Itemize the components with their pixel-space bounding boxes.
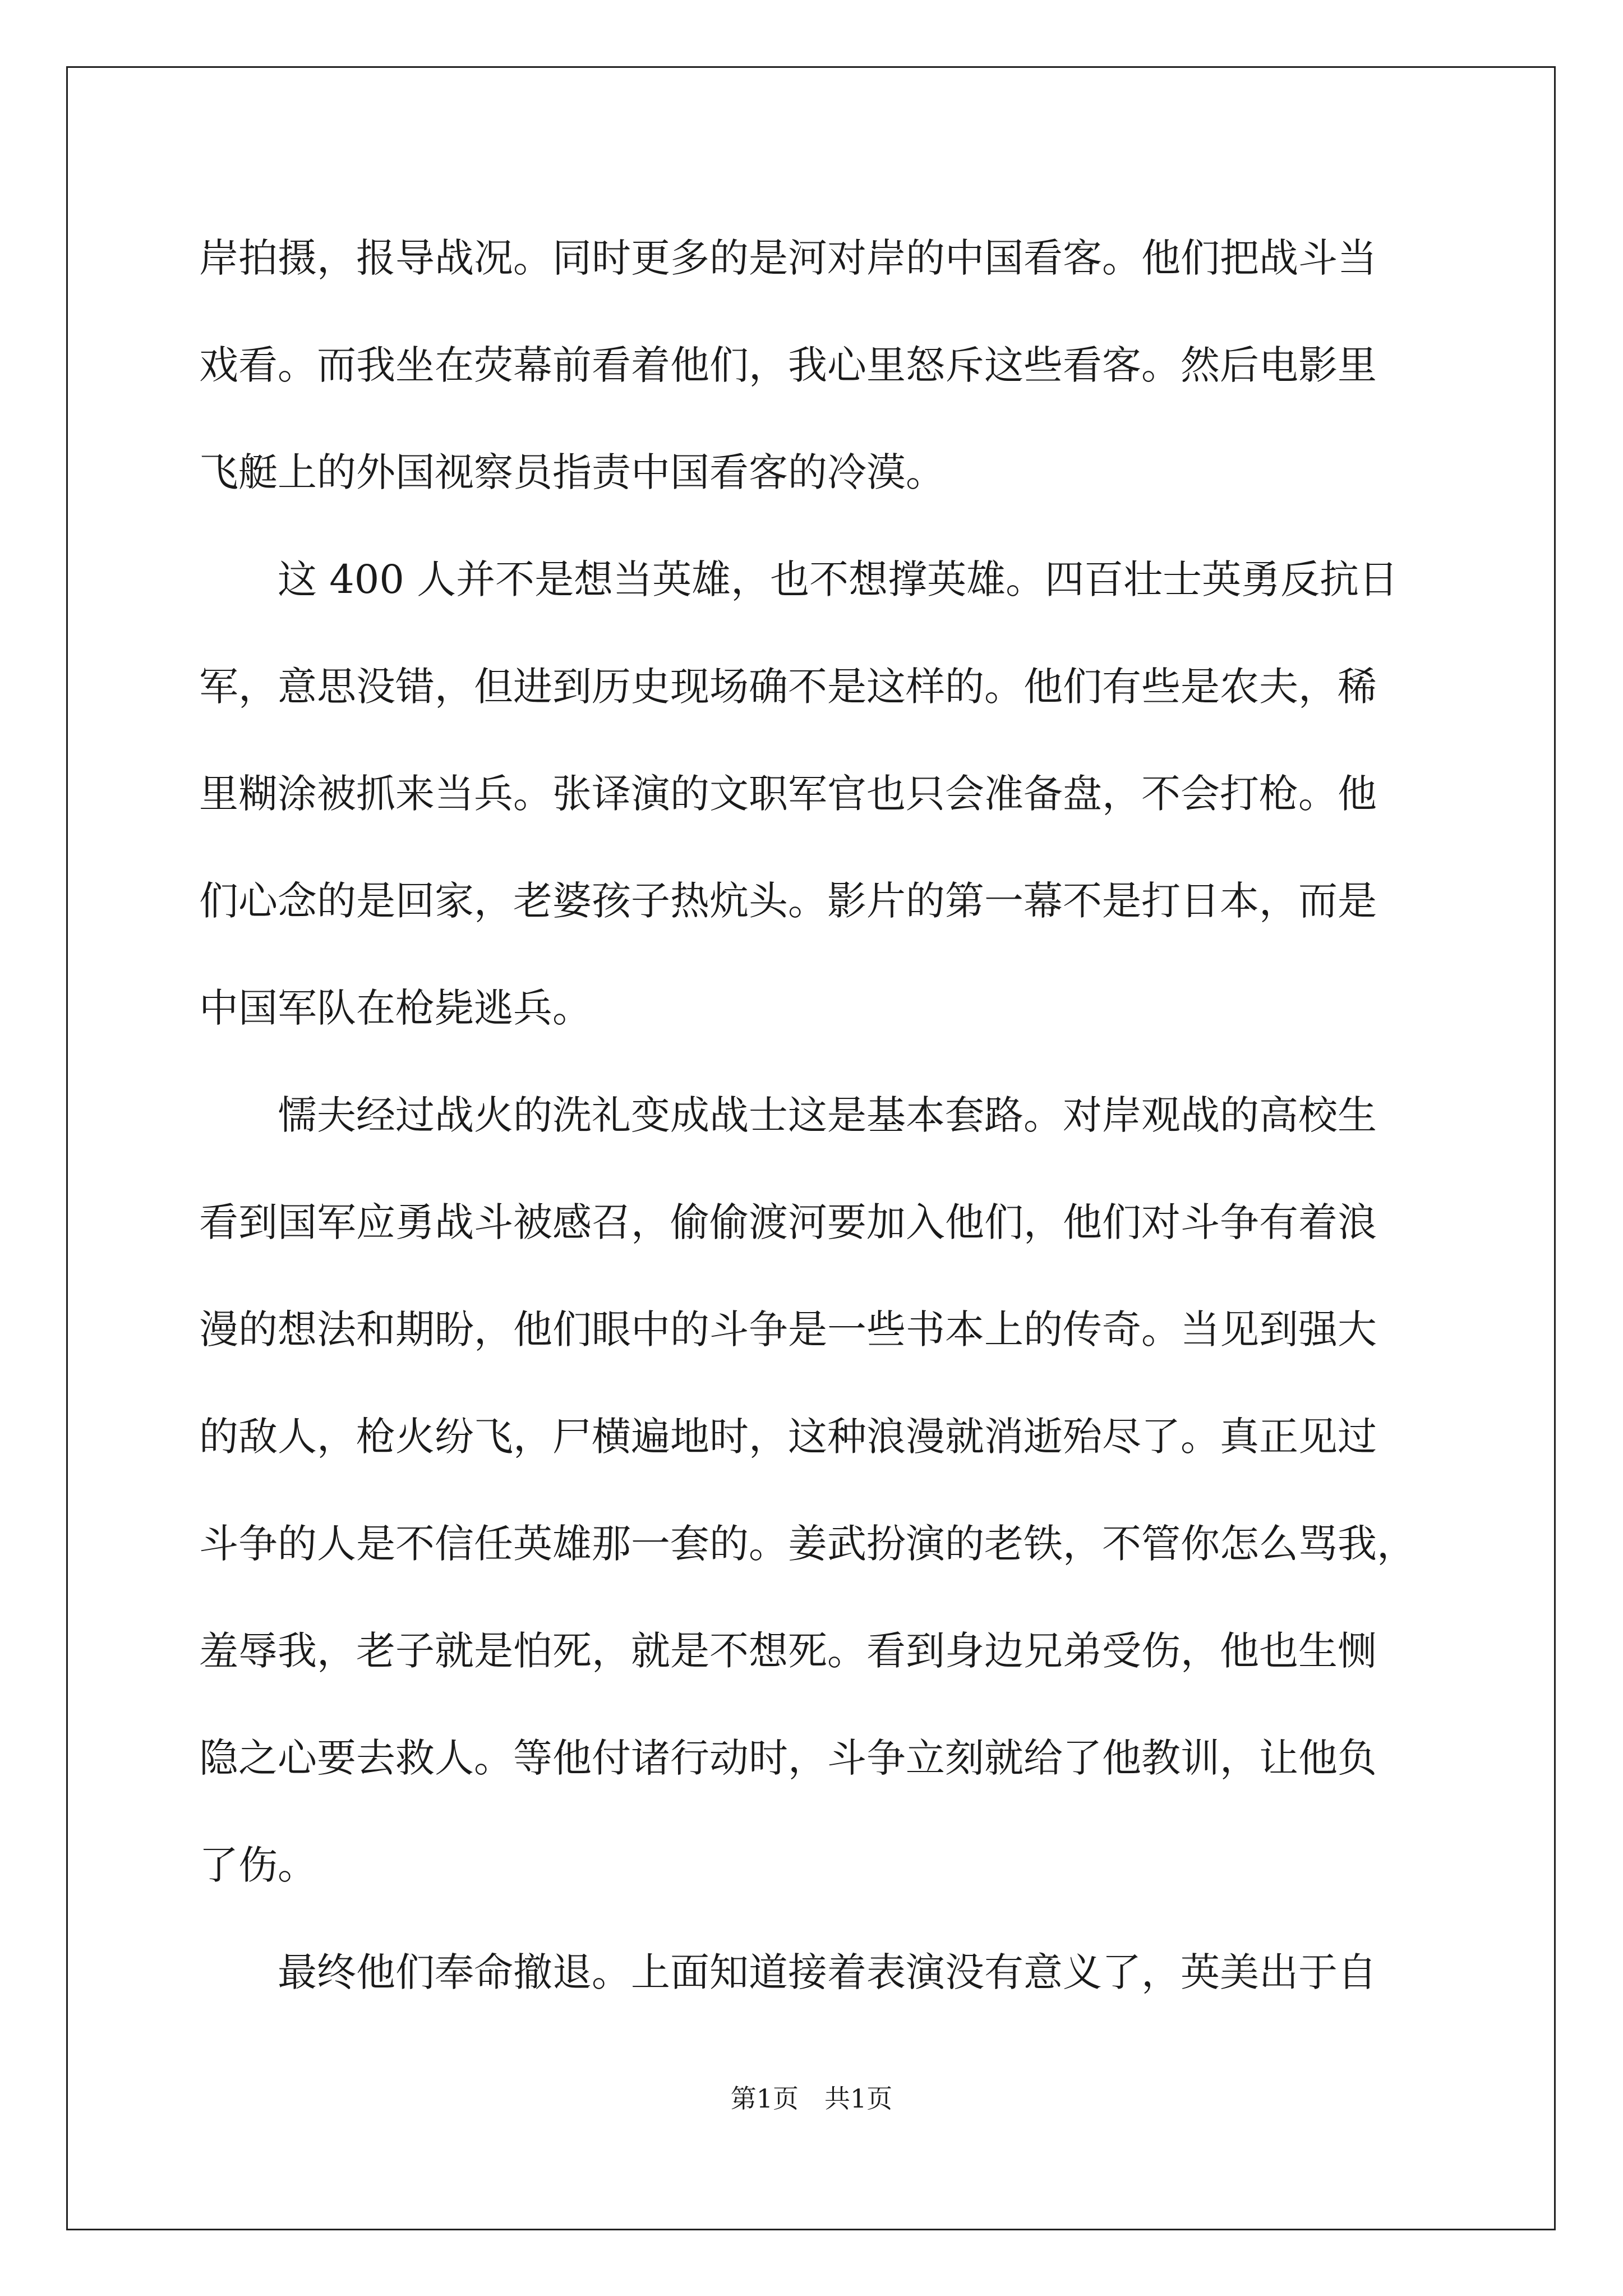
text-line: 隐之心要去救人。等他付诸行动时，斗争立刻就给了他教训，让他负 [199,1735,1377,1781]
text-line: 戏看。而我坐在荧幕前看着他们，我心里怒斥这些看客。然后电影里 [199,342,1377,388]
text-line: 们心念的是回家，老婆孩子热炕头。影片的第一幕不是打日本，而是 [199,878,1377,924]
text-line: 里糊涂被抓来当兵。张译演的文职军官也只会准备盘，不会打枪。他 [199,771,1377,817]
page-number-footer: 第1页 共1页 [730,2083,893,2114]
text-line: 军，意思没错，但进到历史现场确不是这样的。他们有些是农夫，稀 [199,664,1377,710]
text-line: 了伤。 [199,1842,317,1888]
text-line: 的敌人，枪火纷飞，尸横遍地时，这种浪漫就消逝殆尽了。真正见过 [199,1414,1377,1460]
text-line: 飞艇上的外国视察员指责中国看客的冷漠。 [199,449,945,495]
paragraph-first-line: 最终他们奉命撤退。上面知道接着表演没有意义了，英美出于自 [278,1949,1377,1995]
text-line: 中国军队在枪毙逃兵。 [199,985,592,1031]
text-line: 羞辱我，老子就是怕死，就是不想死。看到身边兄弟受伤，他也生恻 [199,1628,1377,1674]
paragraph-first-line: 懦夫经过战火的洗礼变成战士这是基本套路。对岸观战的高校生 [278,1092,1377,1138]
paragraph-first-line: 这 400 人并不是想当英雄，也不想撑英雄。四百壮士英勇反抗日 [278,556,1399,602]
body-text [199,205,1433,2026]
text-line: 看到国军应勇战斗被感召，偷偷渡河要加入他们，他们对斗争有着浪 [199,1199,1377,1245]
text-line: 岸拍摄，报导战况。同时更多的是河对岸的中国看客。他们把战斗当 [199,235,1377,281]
text-line: 斗争的人是不信任英雄那一套的。姜武扮演的老铁，不管你怎么骂我， [199,1521,1416,1567]
text-line: 漫的想法和期盼，他们眼中的斗争是一些书本上的传奇。当见到强大 [199,1306,1377,1352]
